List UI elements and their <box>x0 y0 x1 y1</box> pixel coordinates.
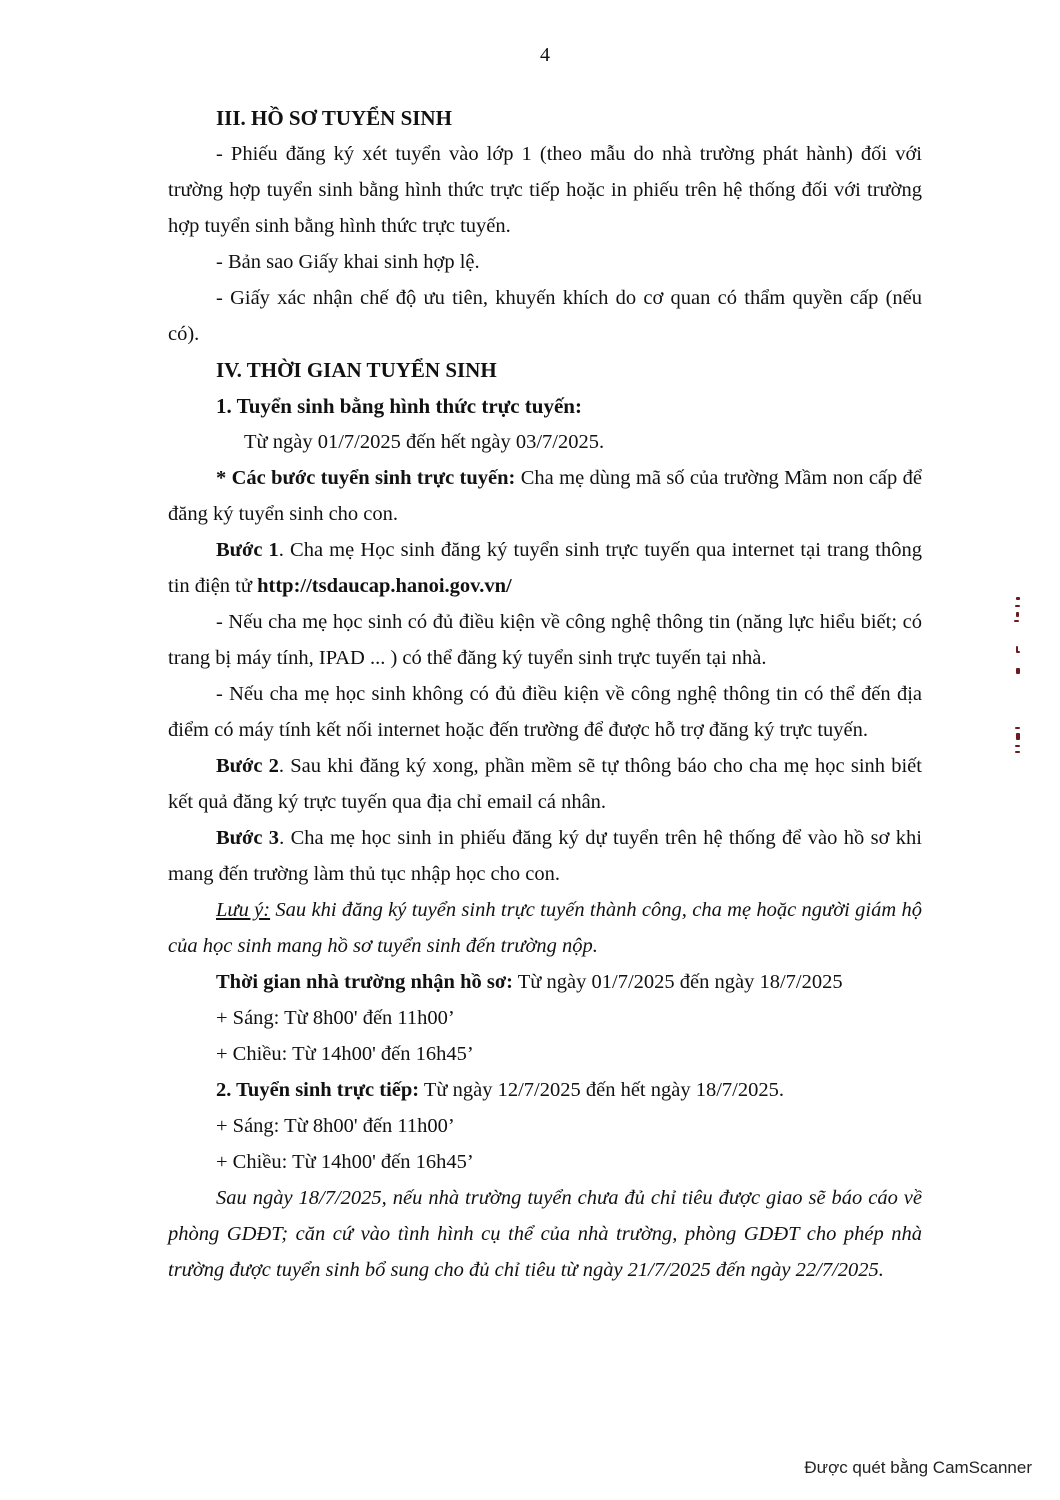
step-1-note-b: - Nếu cha mẹ học sinh không có đủ điều kiện về công nghệ thông tin có thể đến địa điểm có máy tính kết nối internet hoặc đến trường để được hỗ trợ đăng ký trực tuyến. <box>168 683 922 741</box>
step-2-label: Bước 2 <box>216 755 279 777</box>
section-3-heading: III. HỒ SƠ TUYỂN SINH <box>216 106 452 130</box>
step-1-label: Bước 1 <box>216 539 279 561</box>
document-body <box>168 100 922 1288</box>
step-3-text: . Cha mẹ học sinh in phiếu đăng ký dự tuyển trên hệ thống để vào hồ sơ khi mang đến trường làm thủ tục nhập học cho con. <box>168 827 922 885</box>
step-1 <box>168 532 922 604</box>
online-period: Từ ngày 01/7/2025 đến hết ngày 03/7/2025. <box>244 431 605 453</box>
direct-afternoon: + Chiều: Từ 14h00' đến 16h45’ <box>216 1151 474 1173</box>
direct-heading: 2. Tuyển sinh trực tiếp: <box>216 1079 420 1101</box>
online-heading: 1. Tuyển sinh bằng hình thức trực tuyến: <box>216 394 582 418</box>
page-number: 4 <box>540 44 550 66</box>
note <box>168 892 922 964</box>
direct-admission <box>168 1072 922 1108</box>
scanner-watermark: Được quét bằng CamScanner <box>804 1458 1032 1477</box>
step-3 <box>168 820 922 892</box>
receive-time <box>168 964 922 1000</box>
closing-paragraph: Sau ngày 18/7/2025, nếu nhà trường tuyển chưa đủ chỉ tiêu được giao sẽ báo cáo về phòng GDĐT; căn cứ vào tình hình cụ thể của nhà trường, phòng GDĐT cho phép nhà trường được tuyển sinh bổ sung cho đủ chỉ tiêu từ ngày 21/7/2025 đến ngày 22/7/2025. <box>168 1187 922 1281</box>
direct-morning: + Sáng: Từ 8h00' đến 11h00’ <box>216 1115 455 1137</box>
online-morning: + Sáng: Từ 8h00' đến 11h00’ <box>216 1007 455 1029</box>
receive-text: Từ ngày 01/7/2025 đến ngày 18/7/2025 <box>513 971 843 993</box>
steps-text: Cha mẹ dùng mã số của trường Mầm non cấp để đăng ký tuyển sinh cho con. <box>168 467 922 525</box>
step-3-label: Bước 3 <box>216 827 280 849</box>
online-afternoon: + Chiều: Từ 14h00' đến 16h45’ <box>216 1043 474 1065</box>
receive-label: Thời gian nhà trường nhận hồ sơ: <box>216 971 514 993</box>
registration-url[interactable]: http://tsdaucap.hanoi.gov.vn/ <box>257 575 512 597</box>
section-4-heading: IV. THỜI GIAN TUYỂN SINH <box>216 358 497 382</box>
note-text: Sau khi đăng ký tuyển sinh trực tuyến thành công, cha mẹ hoặc người giám hộ của học sinh mang hồ sơ tuyển sinh đến trường nộp. <box>168 899 922 957</box>
section-3-item: - Bản sao Giấy khai sinh hợp lệ. <box>216 251 480 273</box>
section-3-item: - Phiếu đăng ký xét tuyển vào lớp 1 (theo mẫu do nhà trường phát hành) đối với trường hợp tuyển sinh bằng hình thức trực tiếp hoặc in phiếu trên hệ thống đối với trường hợp tuyển sinh bằng hình thức trực tuyến. <box>168 143 922 237</box>
note-label: Lưu ý: <box>216 899 271 921</box>
steps-label: * Các bước tuyển sinh trực tuyến: <box>216 467 516 489</box>
step-1-text: . Cha mẹ Học sinh đăng ký tuyển sinh trực tuyến qua internet tại trang thông tin điện tử <box>168 539 922 597</box>
section-3-item: - Giấy xác nhận chế độ ưu tiên, khuyến khích do cơ quan có thẩm quyền cấp (nếu có). <box>168 287 922 345</box>
step-1-note-a: - Nếu cha mẹ học sinh có đủ điều kiện về công nghệ thông tin (năng lực hiểu biết; có trang bị máy tính, IPAD ... ) có thể đăng ký tuyển sinh trực tuyến tại nhà. <box>168 611 922 669</box>
step-2 <box>168 748 922 820</box>
online-steps-intro <box>168 460 922 532</box>
direct-period: Từ ngày 12/7/2025 đến hết ngày 18/7/2025. <box>419 1079 784 1101</box>
step-2-text: . Sau khi đăng ký xong, phần mềm sẽ tự thông báo cho cha mẹ học sinh biết kết quả đăng ký trực tuyến qua địa chỉ email cá nhân. <box>168 755 922 813</box>
